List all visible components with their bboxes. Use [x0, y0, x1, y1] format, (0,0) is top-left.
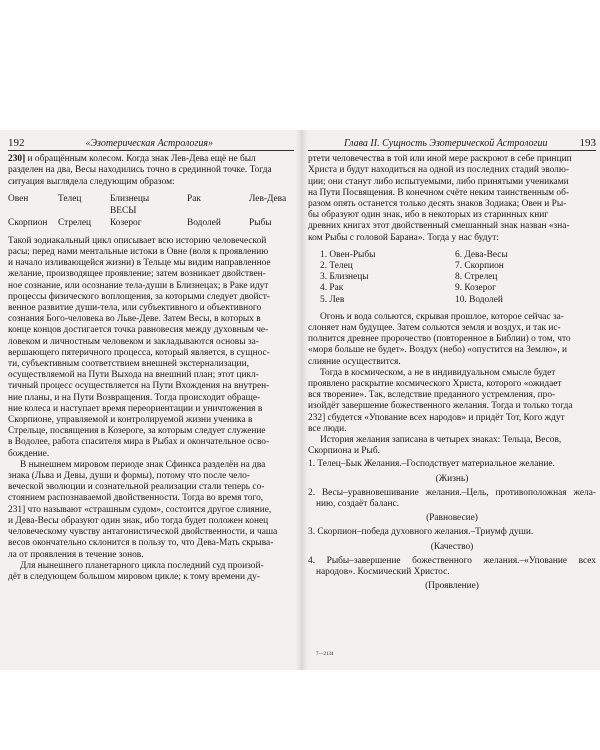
text-line: Христа и будут находиться на одной из последних стадий эволю-	[308, 165, 569, 176]
desire-item-label: (Качество)	[430, 541, 474, 552]
list-item: 9. Козерог	[455, 283, 496, 294]
paragraph-fire	[308, 312, 596, 368]
book-gutter	[296, 130, 308, 670]
text-line: 232] сбудется «Упование всех народов» и придёт Тот, Кого ждут	[308, 412, 565, 423]
text-line: расы; перед нами ментальные истоки в Овне (воля к проявлению	[8, 247, 269, 258]
text-line: слоняет нам будущее. Затем сольются земля и воздух, и так ис-	[308, 322, 561, 333]
text-line: ное сознание, или осознание тела-души в Близнецах; в Раке идут	[8, 280, 269, 291]
text-line: проявлено раскрытие космического Христа, которого «ожидает	[308, 378, 562, 389]
text-line: Стрельце, посвящения в Козероге, за которым следует служение	[8, 426, 266, 437]
desire-item	[308, 556, 596, 593]
text-line: 231] что называют «страшным судом», состоится другое слияние,	[8, 504, 272, 515]
signs-table	[8, 194, 294, 230]
desire-item-label: (Жизнь)	[435, 473, 469, 484]
text-line: изойдёт завершение божественного желания. Тогда и только тогда	[308, 401, 573, 412]
list-item: 6. Дева-Весы	[455, 249, 508, 260]
text-line: тичный процесс осуществляется на Пути Вхождения на внутрен-	[8, 381, 270, 392]
text-line: ком Рыбы с головой Барана». Тогда у нас будут:	[308, 232, 499, 243]
text-line: Скорпиона и Рыб.	[308, 446, 380, 457]
text-line: дёт в следующем большом мировом цикле; к тому времени ду-	[8, 571, 260, 582]
desire-item	[308, 527, 596, 552]
text-line: Такой зодиакальный цикл описывает всю историю человеческой	[8, 235, 267, 246]
signs-row: Скорпион Стрелец Козерог Водолей Рыбы	[8, 217, 272, 228]
paragraph-history	[308, 435, 596, 457]
list-item: 3. Близнецы	[320, 272, 369, 283]
signature-code: 7—2134	[316, 652, 334, 657]
desire-item	[308, 459, 596, 484]
text-line: вершающего пятеричного процесса, который является, в сущнос-	[8, 347, 270, 358]
desire-item-text: 2. Весы–уравновешивание желания.–Цель, противоположная жела-нию, создаёт баланс.	[308, 487, 596, 510]
text-line: Огонь и вода сольются, скрывая прошлое, которое сейчас за-	[320, 311, 564, 322]
text-line: ние планы, и на Пути Возвращения. Тогда происходит обраще-	[8, 392, 261, 403]
intro-line: ситуация выглядела следующим образом:	[8, 176, 175, 187]
text-line: ловеком и личностным человеком и закладываются основы за-	[8, 336, 259, 347]
paragraph-sphinx	[8, 460, 294, 561]
text-line: Скорпионе, управляемой и контролируемой жизни ученика в	[8, 415, 253, 426]
text-line: «моря больше не будет». Воздух (небо) «опустится на Землю», и	[308, 345, 568, 356]
text-line: слияние осуществится.	[308, 356, 401, 367]
text-line: конце концов достигается точка равновесия между духовным че-	[8, 325, 269, 336]
text-line: желание, производящее проявление; затем возникает двойствен-	[8, 269, 266, 280]
text-line: бождение.	[8, 448, 50, 459]
text-line: ти, субъективным соответствием внешней экстернализации,	[8, 359, 249, 370]
list-item: 5. Лев	[320, 294, 345, 305]
text-line: полнится древнее пророчество (повторенное в Библии) о том, что	[308, 334, 571, 345]
desire-item-text: 3. Скорпион–победа духовного желания.–Триумф души.	[308, 527, 534, 538]
text-line: Для нынешнего планетарного цикла последний суд произой-	[20, 560, 264, 571]
paragraph-zodiac	[8, 236, 294, 460]
text-line: вся творение». Так, вследствие преданного устремления, про-	[308, 390, 556, 401]
right-page-header	[308, 138, 596, 151]
text-line: разом опять останется только десять знаков Зодиака; Овен и Ры-	[308, 199, 567, 210]
list-item: 2. Телец	[320, 261, 353, 272]
page-number: 192	[8, 137, 25, 149]
text-line: ние колеса и наступает время переориентации и уничтожения в	[8, 403, 263, 414]
text-line: на Пути Посвящения. В конечном счёте неким таинственным об-	[308, 187, 570, 198]
paragraph-intro	[308, 154, 596, 244]
running-title: Глава II. Сущность Эзотерической Астрологии	[344, 138, 548, 149]
text-line: стоянием распознаваемой двойственности. Тогда во время того,	[8, 493, 264, 504]
text-line: веческой эволюции и сознательной реализации стали теперь со-	[8, 482, 265, 493]
signs-row-sub: ВЕСЫ	[110, 205, 137, 216]
text-line: процессы физического воплощения, за которыми следует двойст-	[8, 291, 270, 302]
text-line: знака (Льва и Девы, души и формы), потому что после чело-	[8, 471, 250, 482]
text-line: История желания записана в четырех знаках: Тельца, Весов,	[320, 435, 562, 445]
desire-item-text: 1. Телец–Бык Желания.–Господствует материальное желание.	[308, 459, 555, 470]
list-item: 7. Скорпион	[455, 261, 504, 272]
list-item: 1. Овен-Рыбы	[320, 249, 376, 260]
paragraph-last	[8, 561, 294, 583]
text-line: ции; они станут либо испытуемыми, либо принятыми учениками	[308, 176, 569, 187]
running-title: «Эзотерическая Астрология»	[85, 138, 213, 149]
list-item: 4. Рак	[320, 283, 344, 294]
intro-line: разделен на два, Весы находились точно в срединной точке. Тогда	[8, 165, 272, 176]
signs-list-column	[455, 250, 590, 306]
text-line: ртети человечества в той или иной мере раскроют в себе принцип	[308, 154, 572, 165]
text-line: бы образуют один знак, ибо в некоторых из старинных книг	[308, 210, 549, 221]
left-page	[8, 138, 294, 583]
desire-item-label: (Равновесие)	[426, 513, 478, 524]
signs-row: Овен Телец Близнецы Рак Лев-Дева	[8, 193, 287, 204]
desire-item	[308, 488, 596, 525]
text-line: человеческому чувству антагонистической двойственности, и чаша	[8, 527, 278, 538]
text-line: древних книгах этот двойственный смешанный знак назван «зна-	[308, 221, 570, 232]
text-line: сознания Бого-человека во Льве-Деве. Затем Весы, в которых в	[8, 314, 261, 325]
page-number: 193	[579, 137, 596, 149]
text-line: венное развитие души-тела, или субъективного и объективного	[8, 303, 262, 314]
signs-list	[320, 250, 596, 306]
text-line: все люди.	[308, 423, 347, 434]
desire-item-text: 4. Рыбы–завершение божественного желания.–«Упование всех народов». Космический Христос.	[308, 555, 596, 578]
text-line: Тогда в космическом, а не в индивидуальном смысле будет	[320, 367, 556, 378]
intro-line: 230] и обращённым колесом. Когда знак Лев-Дева ещё не был	[8, 154, 256, 165]
list-item: 10. Водолей	[455, 294, 503, 305]
paragraph-cosmic	[308, 368, 596, 435]
text-line: весов окончательно склонится в пользу то, что Дева-Мать скрыва-	[8, 538, 274, 549]
signs-list-column	[320, 250, 455, 306]
left-page-header	[8, 138, 294, 151]
text-line: и начало изливающейся жизни) в Тельце мы видим направленное	[8, 258, 271, 269]
list-item: 8. Стрелец	[455, 272, 498, 283]
text-line: и Дева-Весы образуют один знак, ибо тогда будет положен конец	[8, 515, 269, 526]
text-line: В нынешнем мировом периоде знак Сфинкса разделён на два	[20, 459, 266, 470]
text-line: осуществляемой на Пути Выхода на внешний план; этот цикл-	[8, 370, 259, 381]
right-page	[308, 138, 596, 595]
text-line: в Водолее, работа спасителя мира в Рыбах и окончательное осво-	[8, 437, 270, 448]
text-line: ла от проявления в течение зонов.	[8, 549, 144, 560]
desire-item-label: (Проявление)	[425, 581, 479, 592]
